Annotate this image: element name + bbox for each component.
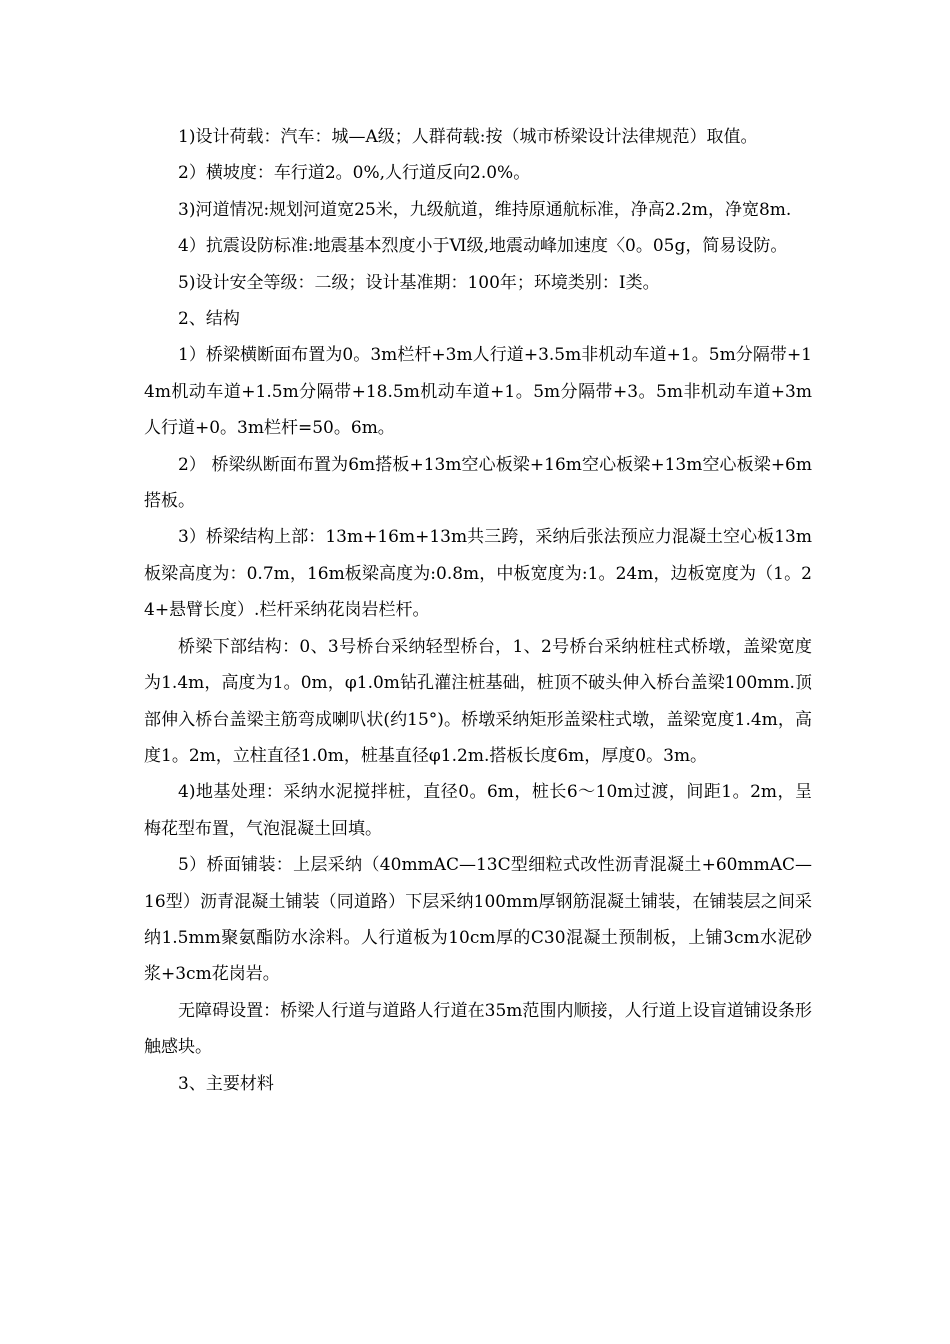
longitudinal-layout-paragraph: 2） 桥梁纵断面布置为6m搭板+13m空心板梁+16m空心板梁+13m空心板梁+6m搭板。 — [144, 454, 812, 512]
safety-grade-paragraph: 5)设计安全等级：二级；设计基准期：100年；环境类别：Ⅰ类。 — [178, 272, 660, 293]
superstructure-paragraph: 3）桥梁结构上部：13m+16m+13m共三跨，采纳后张法预应力混凝土空心板13m板梁高度为：0.7m，16m板梁高度为:0.8m，中板宽度为:1。24m，边板宽度为（1。24+悬臂长度）.栏杆采纳花岗岩栏杆。 — [144, 527, 812, 621]
document-body — [144, 119, 812, 1102]
seismic-standard-paragraph: 4）抗震设防标准:地震基本烈度小于Ⅵ级,地震动峰加速度〈0。05g，简易设防。 — [178, 236, 788, 257]
cross-section-layout-paragraph: 1）桥梁横断面布置为0。3m栏杆+3m人行道+3.5m非机动车道+1。5m分隔带+14m机动车道+1.5m分隔带+18.5m机动车道+1。5m分隔带+3。5m非机动车道+3m人行道+0。3m栏杆=50。6m。 — [144, 345, 812, 439]
design-load-paragraph: 1)设计荷载：汽车：城—A级；人群荷载:按（城市桥梁设计法律规范）取值。 — [178, 127, 758, 147]
cross-slope-paragraph: 2）横坡度：车行道2。0%,人行道反向2.0%。 — [178, 163, 531, 184]
deck-paving-paragraph: 5）桥面铺装：上层采纳（40mmAC—13C型细粒式改性沥青混凝土+60mmAC—16型）沥青混凝土铺装（同道路）下层采纳100mm厚钢筋混凝土铺装，在铺装层之间采纳1.5mm聚氨酯防水涂料。人行道板为10cm厚的C30混凝土预制板，上铺3cm水泥砂浆+3cm花岗岩。 — [144, 855, 812, 985]
river-conditions-paragraph: 3)河道情况:规划河道宽25米，九级航道，维持原通航标准，净高2.2m，净宽8m. — [178, 199, 792, 220]
foundation-treatment-paragraph: 4)地基处理：采纳水泥搅拌桩，直径0。6m，桩长6～10m过渡，间距1。2m，呈梅花型布置，气泡混凝土回填。 — [144, 782, 812, 839]
materials-section-heading: 3、主要材料 — [178, 1073, 274, 1094]
accessibility-paragraph: 无障碍设置：桥梁人行道与道路人行道在35m范围内顺接，人行道上设盲道铺设条形触感块。 — [144, 1000, 812, 1058]
substructure-paragraph: 桥梁下部结构：0、3号桥台采纳轻型桥台，1、2号桥台采纳桩柱式桥墩，盖梁宽度为1.4m，高度为1。0m，φ1.0m钻孔灌注桩基础，桩顶不破头伸入桥台盖梁100mm.顶部伸入桥台盖梁主筋弯成喇叭状(约15°)。桥墩采纳矩形盖梁柱式墩，盖梁宽度1.4m，高度1。2m，立柱直径1.0m，桩基直径φ1.2m.搭板长度6m，厚度0。3m。 — [144, 636, 812, 766]
structure-section-heading: 2、结构 — [178, 309, 240, 330]
